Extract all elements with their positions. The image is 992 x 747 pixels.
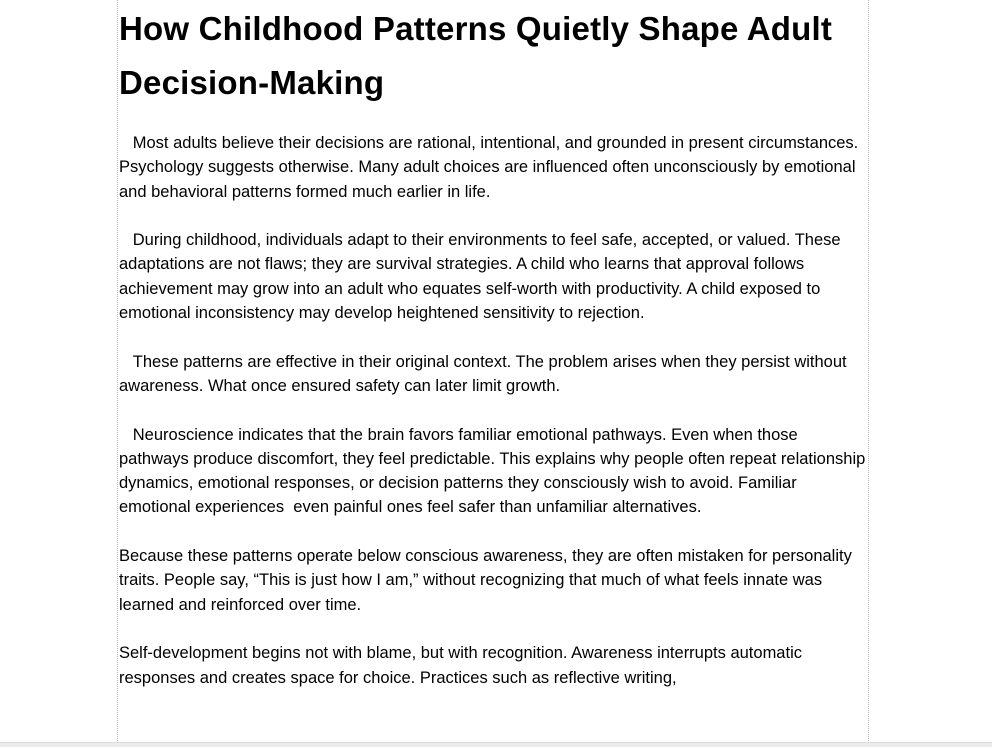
paragraph[interactable]: Most adults believe their decisions are rational, intentional, and grounded in present circumstances. Psychology suggests otherwise. Many adult choices are influenced often unconsciously by emotional and behavioral patterns formed much earlier in life. [119, 134, 863, 201]
paragraph[interactable]: During childhood, individuals adapt to their environments to feel safe, accepted, or valued. These adaptations are not flaws; they are survival strategies. A child who learns that approval follows achievement may grow into an adult who equates self-worth with productivity. A child exposed to emotional inconsistency may develop heightened sensitivity to rejection. [119, 231, 846, 323]
document-title[interactable]: How Childhood Patterns Quietly Shape Adult Decision-Making [119, 10, 833, 101]
paragraph[interactable]: Neuroscience indicates that the brain favors familiar emotional pathways. Even when those pathways produce discomfort, they feel predictable. This explains why people often repeat relationship dynamics, emotional responses, or decision patterns they consciously wish to avoid. Familiar emotional experiences even painful ones feel safer than unfamiliar alternatives. [119, 425, 870, 517]
horizontal-scrollbar[interactable] [0, 742, 992, 747]
paragraph[interactable]: Self-development begins not with blame, but with recognition. Awareness interrupts automatic responses and creates space for choice. Practices such as reflective writing, [119, 644, 807, 687]
document-content[interactable] [119, 0, 870, 714]
document-body[interactable] [119, 131, 870, 690]
paragraph[interactable]: These patterns are effective in their original context. The problem arises when they persist without awareness. What once ensured safety can later limit growth. [119, 352, 852, 395]
paragraph[interactable]: Because these patterns operate below conscious awareness, they are often mistaken for personality traits. People say, “This is just how I am,” without recognizing that much of what feels innate was learned and reinforced over time. [119, 547, 857, 614]
